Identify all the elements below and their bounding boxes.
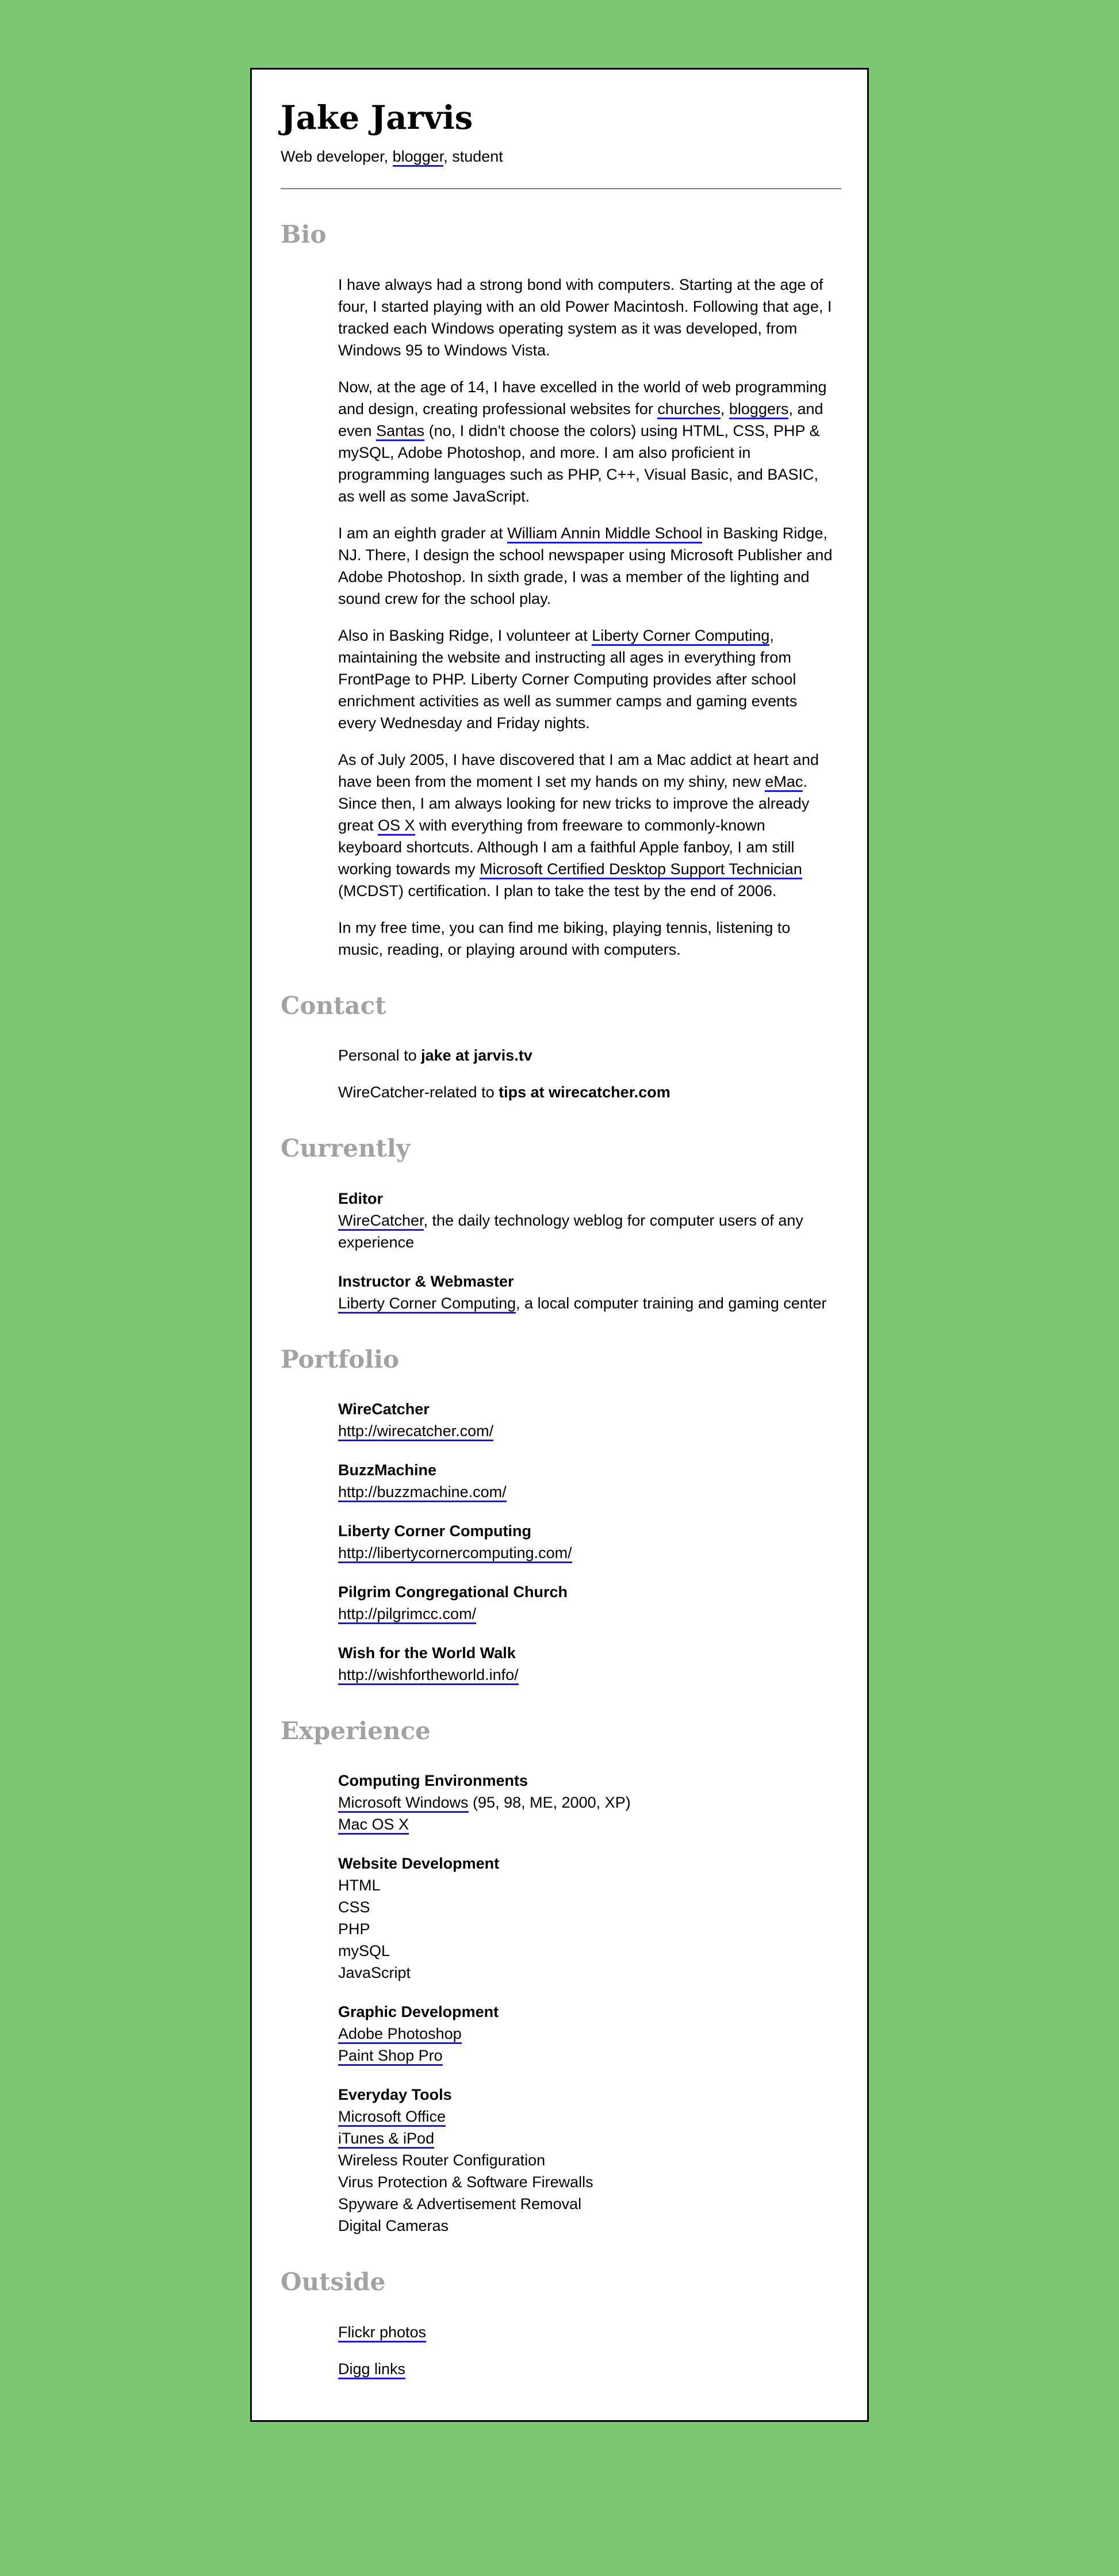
mac-os-x-link[interactable]: Mac OS X [338,1816,409,1835]
section-portfolio [281,1345,867,1686]
liberty-corner-computing-link[interactable]: Liberty Corner Computing [592,627,769,646]
currently-description: Liberty Corner Computing, a local computer training and gaming center [338,1292,833,1314]
emac-link[interactable]: eMac [765,773,803,792]
digg-links-link[interactable]: Digg links [338,2360,405,2379]
contact-content [338,1044,833,1103]
portfolio-entry-title: Pilgrim Congregational Church [338,1583,568,1601]
contact-item: Personal to jake at jarvis.tv [338,1047,532,1065]
blogger-link[interactable]: blogger [393,148,444,167]
section-outside [281,2268,867,2379]
bio-paragraph: I am an eighth grader at William Annin Middle School in Basking Ridge, NJ. There, I design the school newspaper using Microsoft Publisher and Adobe Photoshop. In sixth grade, I was a member of the lighting and sound crew for the school play. [338,524,833,607]
experience-item: mySQL [338,1942,390,1960]
currently-entry [338,1270,833,1314]
section-bio [281,220,867,960]
portfolio-entry [338,1398,833,1442]
bio-paragraph: As of July 2005, I have discovered that I am a Mac addict at heart and have been from the moment I set my hands on my shiny, new eMac. Since then, I am always looking for new tricks to improve the already great OS X with everything from freeware to commonly-known keyboard shortcuts. Although I am a faithful Apple fanboy, I am still working towards my Microsoft Certified Desktop Support Technician (MCDST) certification. I plan to take the test by the end of 2006. [338,751,819,900]
portfolio-entry [338,1581,833,1625]
experience-item: Spyware & Advertisement Removal [338,2195,582,2213]
portfolio-entry-title: WireCatcher [338,1400,430,1418]
bold-text: jake at jarvis.tv [421,1047,532,1065]
itunes-ipod-link[interactable]: iTunes & iPod [338,2130,434,2149]
bio-heading: Bio [281,220,327,249]
header-divider [281,188,841,189]
liberty-corner-computing-url-link[interactable]: http://libertycornercomputing.com/ [338,1544,572,1563]
buzzmachine-url-link[interactable]: http://buzzmachine.com/ [338,1483,507,1502]
bloggers-link[interactable]: bloggers [729,400,789,419]
experience-item: Digital Cameras [338,2217,449,2235]
experience-heading: Experience [281,1716,431,1745]
experience-group-title: Everyday Tools [338,2086,452,2104]
outside-heading: Outside [281,2268,386,2296]
bio-paragraph: In my free time, you can find me biking, playing tennis, listening to music, reading, or playing around with computers. [338,918,791,958]
wirecatcher-url-link[interactable]: http://wirecatcher.com/ [338,1422,493,1441]
portfolio-entry [338,1642,833,1686]
experience-group [338,2084,833,2237]
portfolio-entry [338,1520,833,1564]
experience-item [338,2045,833,2066]
adobe-photoshop-link[interactable]: Adobe Photoshop [338,2025,462,2044]
paint-shop-pro-link[interactable]: Paint Shop Pro [338,2047,443,2066]
liberty-corner-computing-link[interactable]: Liberty Corner Computing [338,1295,516,1314]
experience-item: PHP [338,1920,370,1938]
experience-item [338,2023,833,2045]
portfolio-entry-title: Liberty Corner Computing [338,1522,531,1540]
churches-link[interactable]: churches [657,400,721,419]
experience-item: HTML [338,1877,381,1894]
experience-item: JavaScript [338,1964,411,1982]
section-experience [281,1717,867,2237]
experience-group-title: Website Development [338,1855,500,1873]
currently-content [338,1188,833,1314]
microsoft-windows-link[interactable]: Microsoft Windows [338,1794,469,1813]
experience-item [338,2127,833,2149]
contact-item: WireCatcher-related to tips at wirecatcher.com [338,1084,670,1101]
currently-role: Editor [338,1189,383,1207]
pilgrimcc-url-link[interactable]: http://pilgrimcc.com/ [338,1605,476,1624]
experience-item [338,1813,833,1835]
page-title: Jake Jarvis [281,99,473,137]
bio-paragraph: Also in Basking Ridge, I volunteer at Liberty Corner Computing, maintaining the website and instructing all ages in everything from FrontPage to PHP. Liberty Corner Computing provides after school enrichment activities as well as summer camps and gaming events every Wednesday and Friday nights. [338,626,798,732]
outside-item [338,2321,833,2343]
microsoft-office-link[interactable]: Microsoft Office [338,2108,446,2127]
currently-description: WireCatcher, the daily technology weblog for computer users of any experience [338,1211,803,1251]
portfolio-entry [338,1459,833,1503]
currently-heading: Currently [281,1134,411,1163]
currently-entry [338,1188,833,1253]
experience-content [338,1770,833,2237]
experience-item [338,2106,833,2127]
bold-text: tips at wirecatcher.com [499,1084,670,1101]
mcdst-link[interactable]: Microsoft Certified Desktop Support Technician [480,860,802,879]
experience-group-title: Computing Environments [338,1772,528,1790]
portfolio-entry-title: BuzzMachine [338,1461,437,1479]
section-currently [281,1134,867,1314]
outside-content [338,2321,833,2380]
outside-item [338,2358,833,2380]
portfolio-entry-title: Wish for the World Walk [338,1644,516,1662]
flickr-photos-link[interactable]: Flickr photos [338,2324,426,2342]
experience-item: CSS [338,1898,370,1916]
experience-item: Virus Protection & Software Firewalls [338,2173,593,2191]
experience-group [338,1770,833,1835]
contact-heading: Contact [281,991,386,1020]
tagline: Web developer, blogger, student [281,146,867,167]
portfolio-content [338,1398,833,1686]
resume-card [250,68,869,2422]
experience-item: Wireless Router Configuration [338,2152,546,2169]
os-x-link[interactable]: OS X [378,817,415,836]
wishfortheworld-url-link[interactable]: http://wishfortheworld.info/ [338,1666,519,1685]
experience-group [338,1852,833,1984]
experience-group-title: Graphic Development [338,2003,499,2021]
currently-role: Instructor & Webmaster [338,1272,514,1290]
bio-paragraph: Now, at the age of 14, I have excelled in the world of web programming and design, creating professional websites for churches, bloggers, and even Santas (no, I didn't choose the colors) using HTML, CSS, PHP & mySQL, Adobe Photoshop, and more. I am also proficient in programming languages such as PHP, C++, Visual Basic, and BASIC, as well as some JavaScript. [338,378,827,505]
portfolio-heading: Portfolio [281,1345,400,1373]
experience-item: Microsoft Windows (95, 98, ME, 2000, XP) [338,1792,833,1813]
section-contact [281,992,867,1103]
bio-paragraph: I have always had a strong bond with computers. Starting at the age of four, I started playing with an old Power Macintosh. Following that age, I tracked each Windows operating system as it was developed, from Windows 95 to Windows Vista. [338,275,832,359]
wirecatcher-link[interactable]: WireCatcher [338,1212,424,1231]
experience-group [338,2001,833,2066]
santas-link[interactable]: Santas [376,422,424,441]
bio-content [338,274,833,960]
william-annin-middle-school-link[interactable]: William Annin Middle School [507,525,702,543]
